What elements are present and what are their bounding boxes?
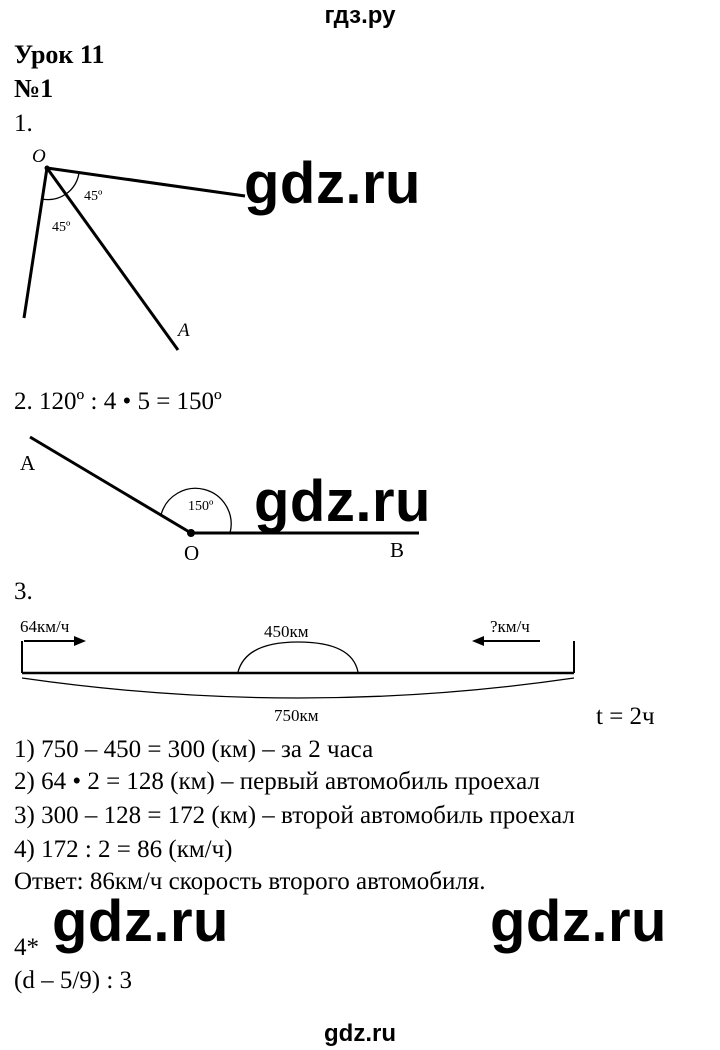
point-o2-label: O (184, 541, 200, 565)
arc-top (66, 173, 79, 194)
watermark-2: gdz.ru (254, 469, 431, 534)
part4-label: 4* (14, 934, 39, 961)
task-number: №1 (14, 74, 54, 103)
watermark-3: gdz.ru (52, 889, 229, 954)
step-3: 3) 300 – 128 = 172 (км) – второй автомобиль проехал (14, 802, 575, 829)
time-label: t = 2ч (596, 703, 655, 730)
total-brace (22, 678, 574, 698)
part4-expression: (d – 5/9) : 3 (14, 967, 133, 994)
arrow-right-head (74, 636, 86, 646)
part3-label: 3. (14, 578, 33, 605)
arrow-left-head (472, 636, 484, 646)
arc-bottom (42, 194, 66, 200)
angle-150-label: 150º (188, 499, 214, 514)
speed-left-label: 64км/ч (20, 617, 70, 636)
ray-to-left (24, 168, 47, 318)
speed-right-label: ?км/ч (490, 617, 530, 636)
site-footer: gdz.ru (324, 1020, 396, 1047)
answer: Ответ: 86км/ч скорость второго автомобиля. (14, 868, 486, 895)
point-o-label: O (32, 146, 46, 167)
total-label: 750км (274, 706, 319, 725)
site-header: гдз.ру (324, 2, 396, 29)
figure-angles-1 (24, 146, 245, 350)
step-2: 2) 64 • 2 = 128 (км) – первый автомобиль проехал (14, 768, 540, 795)
point-b2-label: B (390, 538, 405, 562)
point-a2-label: A (20, 451, 36, 475)
step-4: 4) 172 : 2 = 86 (км/ч) (14, 836, 233, 863)
watermark-1: gdz.ru (244, 151, 421, 216)
watermark-4: gdz.ru (490, 889, 667, 954)
gap-arc (238, 642, 358, 672)
point-o2-dot (187, 529, 195, 537)
ray-to-a (47, 168, 178, 350)
part2-equation: 2. 120º : 4 • 5 = 150º (14, 388, 222, 415)
point-a-label: A (178, 320, 190, 341)
angle-bottom-label: 45º (52, 220, 71, 235)
angle-top-label: 45º (84, 189, 103, 204)
lesson-title: Урок 11 (14, 40, 105, 69)
step-1: 1) 750 – 450 = 300 (км) – за 2 часа (14, 736, 374, 763)
part1-label: 1. (14, 110, 33, 137)
ray-oa (30, 437, 191, 533)
figure-motion (20, 617, 574, 725)
gap-label: 450км (264, 622, 309, 641)
